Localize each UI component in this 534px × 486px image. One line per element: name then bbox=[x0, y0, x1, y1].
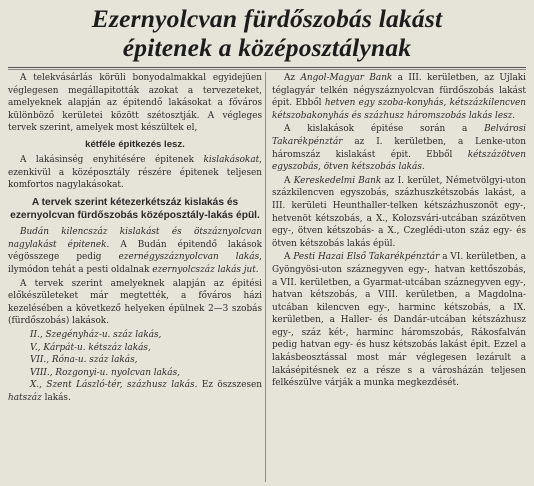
text-span: az I. kerület, Németvölgyi-uton százkilencven egyszobás, százhuszkétszobás lakást, a III. kerületi Heunthaller-telken kétszázhuszonöt egy-, hetvenöt kétszobás, a X., Kolozsvári-utcában százötven egy-, ötven kétszobás- a X., Czeglédi-uton száz egy- és ötven kétszobás lakás épül. bbox=[272, 175, 526, 249]
text-span: a III. kerületben, az Ujlaki téglagyár telkén négyszáznyolcvan fürdőszobás lakást épit. Ebből bbox=[272, 73, 527, 109]
article-headline bbox=[0, 4, 534, 62]
address-line: V., Kárpát-u. kétszáz lakás, bbox=[30, 342, 151, 353]
text-span: A bbox=[284, 175, 294, 186]
emphasis: kétszázötven egyszobás, ötven kétszobás lakás. bbox=[272, 149, 526, 173]
paragraph bbox=[272, 175, 526, 251]
emphasis: kislakásokat bbox=[203, 154, 260, 165]
emphasis: Budán kilencszáz kislakást és ötszáznyolcvan nagylakást épitenek. bbox=[8, 227, 262, 250]
headline-line-1: Ezernyolcvan fürdőszobás lakást bbox=[91, 4, 443, 33]
emphasis: Belvárosi Takarékpénztár bbox=[272, 124, 526, 147]
headline-rule bbox=[8, 67, 526, 68]
text-span: A Budán épitendő lakások végösszege pedig bbox=[8, 239, 262, 263]
text-span: a VI. kerületben, a Gyöngyösi-uton száznegyven egy-, hatvan kettőszobás, a VII. kerületben, a Gyarmat-utcában száznegyven egy-, hatvan kétszobás, a VIII. kerületben, a Magdolna-utcában kilencven egy-, harminc kétszobás, a IX. kerületben, a Haller- és Dandár-utcában kétszázhusz egy-, száz két-, harminc háromszobás, Rákosfalván pedig hatvan egy- és husz kétszobás lakást épit. Ezzel a lakásbeosztással most már véglegesen lezárult a lakásépitésnek ez a része s a városházán teljesen felkészülve várják a munka megkezdését. bbox=[272, 252, 526, 389]
address-line: VIII., Rozgonyi-u. nyolcvan lakás, bbox=[30, 367, 180, 378]
paragraph: A tervek szerint amelyeknek alapján az épitési előkészületeket már megtették, a főváros házi kezelésében a következő helyeken épülnek 2—3 szobás (fürdőszobás) lakások. bbox=[8, 278, 262, 327]
emphasis: ezernyolcszáz lakás jut bbox=[152, 264, 256, 275]
emphasis: hetven egy szoba-konyhás, kétszázkilencven kétszobakonyhás és százhusz háromszobás lakás lesz. bbox=[272, 98, 526, 121]
text-span: , ilymódon tehát a pesti oldalnak bbox=[8, 252, 262, 275]
text-span: az I. kerületben, a Lenke-uton háromszáz kislakást épit. Ebből bbox=[272, 136, 526, 160]
headline-line-2: épitenek a középosztálynak bbox=[122, 33, 412, 62]
emphasis: hatszáz bbox=[8, 392, 42, 403]
headline-rule-thin bbox=[8, 69, 526, 70]
text-span: Az bbox=[284, 73, 301, 83]
paragraph bbox=[272, 251, 526, 390]
paragraph bbox=[272, 123, 526, 173]
paragraph: A telekvásárlás körüli bonyodalmakkal egyidejüen véglegesen megállapitották azokat a tervezeteket, amelyeknek alapján az épitendő lakásokat a főváros különböző kerületei között szétosztják. A végleges tervek szerint, amelyek most készültek el, bbox=[8, 73, 262, 134]
text-span: . bbox=[255, 264, 259, 275]
emphasis: Angol-Magyar Bank bbox=[300, 73, 393, 83]
subheading-large: A tervek szerint kétezerkétszáz kislakás és ezernyolcvan fürdőszobás középosztály-lakás épül. bbox=[10, 196, 260, 221]
emphasis: Kereskedelmi Bank bbox=[293, 175, 382, 186]
address-line-last bbox=[8, 379, 262, 404]
paragraph bbox=[8, 154, 262, 192]
address-line: VII., Róna-u. száz lakás, bbox=[30, 355, 138, 366]
subheading: kétféle épitkezés lesz. bbox=[85, 138, 185, 150]
right-column bbox=[272, 72, 526, 391]
emphasis: ezernégyszáznyolcvan lakás bbox=[118, 252, 260, 263]
emphasis: X., Szent László-tér, százhusz lakás. bbox=[30, 380, 198, 391]
emphasis: Pesti Hazai Első Takarékpénztár bbox=[293, 252, 440, 263]
left-column bbox=[8, 72, 262, 405]
address-line: II., Szegényház-u. száz lakás, bbox=[30, 329, 162, 340]
paragraph bbox=[272, 72, 526, 122]
text-span: Ez öszszesen bbox=[197, 380, 262, 391]
text-span: , ezenkivül a középosztály részére épitenek teljesen komfortos nagylakásokat. bbox=[8, 154, 262, 191]
text-span: lakás. bbox=[41, 392, 71, 403]
text-span: A lakásinség enyhitésére épitenek bbox=[20, 154, 204, 165]
paragraph bbox=[8, 226, 262, 276]
text-span: A bbox=[284, 252, 294, 263]
column-divider bbox=[265, 72, 266, 482]
text-span: A kislakások épitése során a bbox=[284, 124, 485, 135]
